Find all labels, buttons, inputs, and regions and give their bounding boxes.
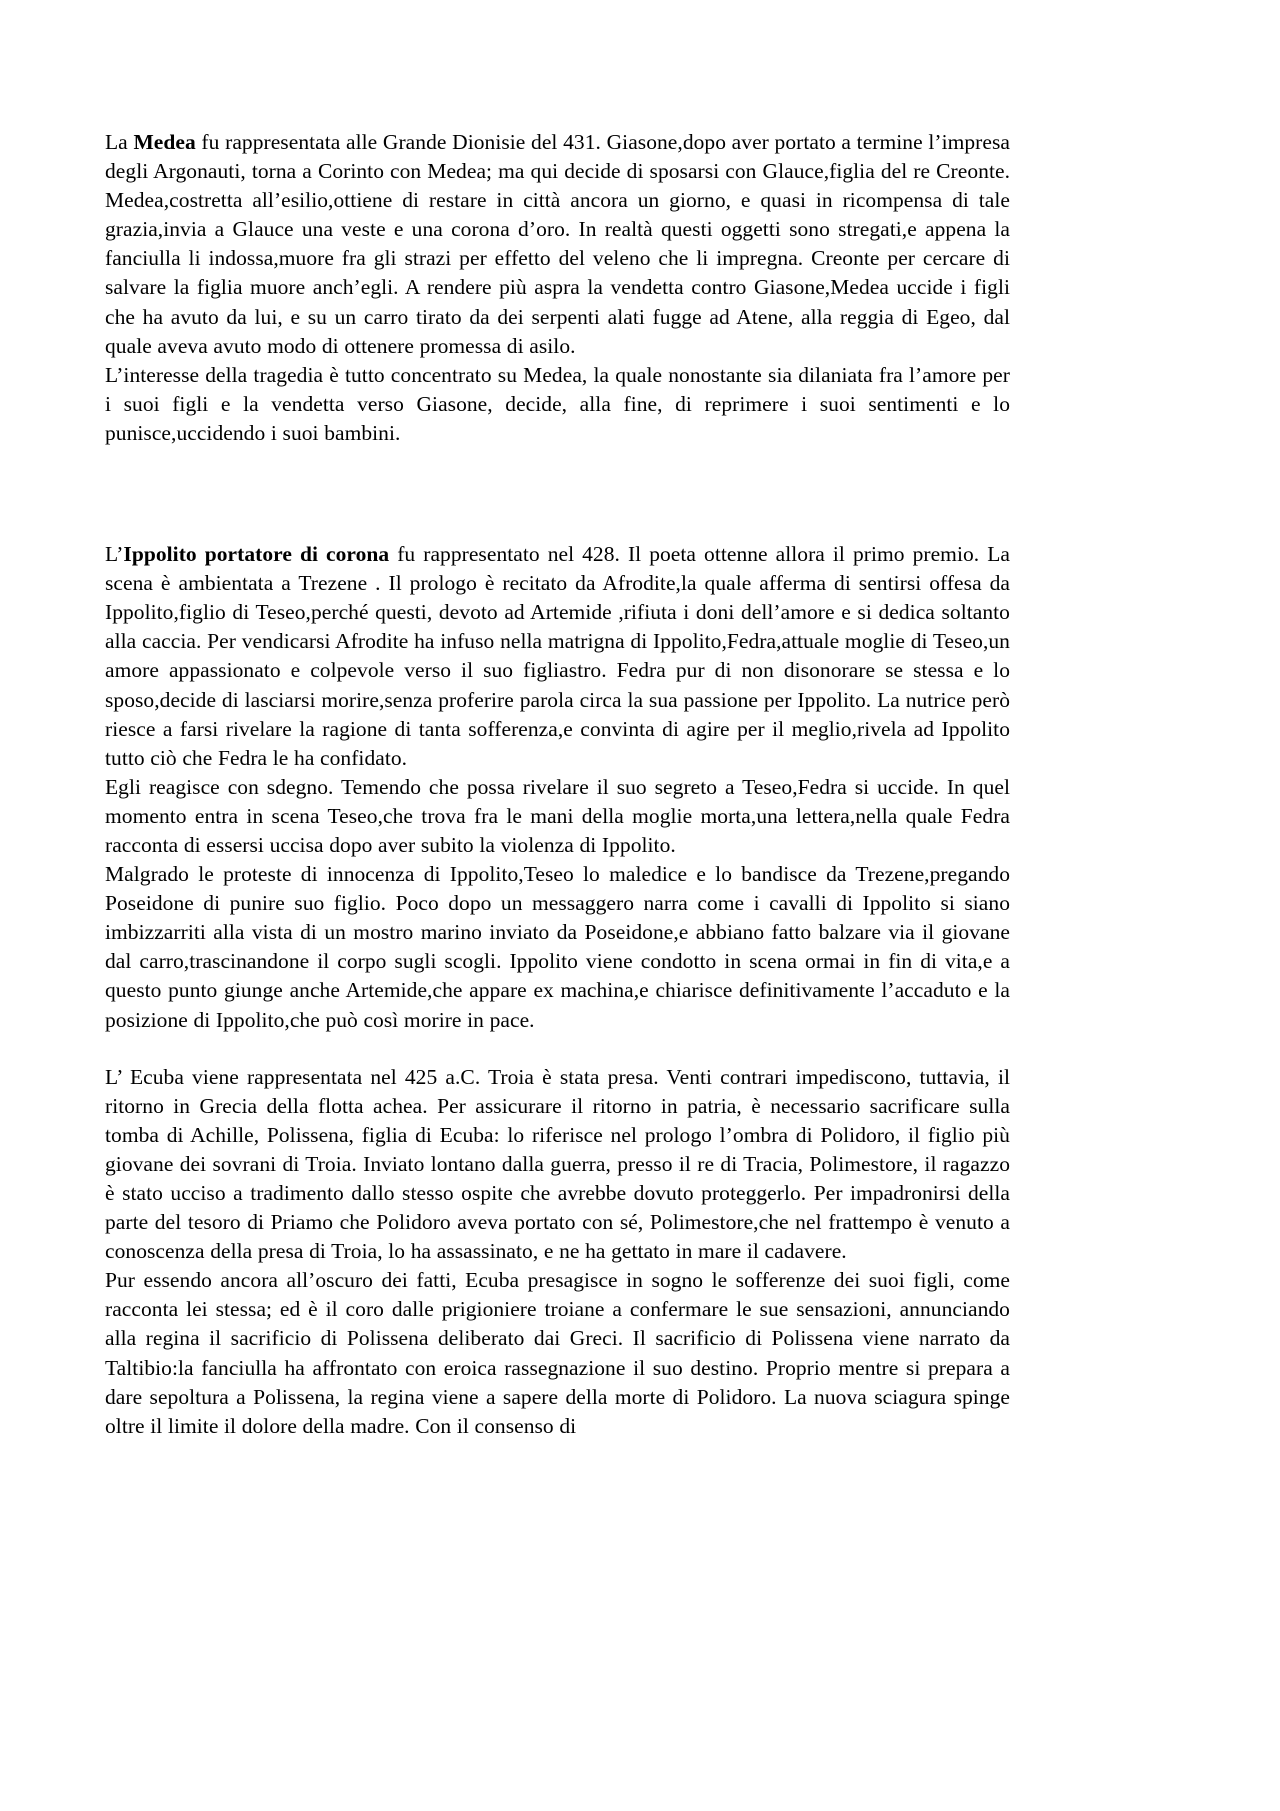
medea-title-bold: Medea	[133, 130, 196, 154]
paragraph-ecuba-sogno: Pur essendo ancora all’oscuro dei fatti, Ecuba presagisce in sogno le sofferenze dei suoi figli, come racconta lei stessa; ed è il coro dalle prigioniere troiane a confermare le sue sensazioni, annunciando alla regina il sacrificio di Polissena deliberato dai Greci. Il sacrificio di Polissena viene narrato da Taltibio:la fanciulla ha affrontato con eroica rassegnazione il suo destino. Proprio mentre si prepara a dare sepoltura a Polissena, la regina viene a sapere della morte di Polidoro. La nuova sciagura spinge oltre il limite il dolore della madre. Con il consenso di	[105, 1268, 1010, 1438]
paragraph-medea-interest: L’interesse della tragedia è tutto concentrato su Medea, la quale nonostante sia dilaniata fra l’amore per i suoi figli e la vendetta verso Giasone, decide, alla fine, di reprimere i suoi sentimenti e lo punisce,uccidendo i suoi bambini.	[105, 362, 1010, 445]
ippolito-lead-plain: L’	[105, 542, 124, 567]
text-column	[105, 128, 1010, 1441]
medea-lead-plain: La	[105, 130, 134, 154]
medea-intro-rest: fu rappresentata alle Grande Dionisie del 431. Giasone,dopo aver portato a termine l’impresa degli Argonauti, torna a Corinto con Medea; ma qui decide di sposarsi con Glauce,figlia del re Creonte. Medea,costretta all’esilio,ottiene di restare in città ancora un giorno, e quasi in ricompensa di tale grazia,invia a Glauce una veste e una corona d’oro. In realtà questi oggetti sono stregati,e appena la fanciulla li indossa,muore fra gli strazi per effetto del veleno che li impregna. Creonte per cercare di salvare la figlia muore anch’egli. A rendere più aspra la vendetta contro Giasone,Medea uccide i figli che ha avuto da lui, e su un carro tirato da dei serpenti alati fugge ad Atene, alla reggia di Egeo, dal quale aveva avuto modo di ottenere promessa di asilo.	[105, 130, 1010, 358]
ippolito-intro-rest: fu rappresentato nel 428. Il poeta ottenne allora il primo premio. La scena è ambientata a Trezene . Il prologo è recitato da Afrodite,la quale afferma di sentirsi offesa da Ippolito,figlio di Teseo,perché questi, devoto ad Artemide ,rifiuta i doni dell’amore e si dedica soltanto alla caccia. Per vendicarsi Afrodite ha infuso nella matrigna di Ippolito,Fedra,attuale moglie di Teseo,un amore appassionato e colpevole verso il suo figliastro. Fedra pur di non disonorare se stessa e lo sposo,decide di lasciarsi morire,senza proferire parola circa la sua passione per Ippolito. La nutrice però riesce a farsi rivelare la ragione di tanta sofferenza,e convinta di agire per il meglio,rivela ad Ippolito tutto ciò che Fedra le ha confidato.	[105, 542, 1010, 770]
section-spacer-medea-ippolito	[105, 448, 1010, 540]
paragraph-ippolito-intro	[105, 540, 1010, 773]
ippolito-title-bold: Ippolito portatore di corona	[123, 542, 390, 567]
paragraph-medea-intro	[105, 128, 1010, 361]
paragraph-ippolito-sdegno: Egli reagisce con sdegno. Temendo che possa rivelare il suo segreto a Teseo,Fedra si uccide. In quel momento entra in scena Teseo,che trova fra le mani della moglie morta,una lettera,nella quale Fedra racconta di essersi uccisa dopo aver subito la violenza di Ippolito.	[105, 774, 1010, 857]
paragraph-ippolito-malgrado: Malgrado le proteste di innocenza di Ippolito,Teseo lo maledice e lo bandisce da Trezene,pregando Poseidone di punire suo figlio. Poco dopo un messaggero narra come i cavalli di Ippolito si siano imbizzarriti alla vista di un mostro marino inviato da Poseidone,e abbiano fatto balzare via il giovane dal carro,trascinandone il corpo sugli scogli. Ippolito viene condotto in scena ormai in fin di vita,e a questo punto giunge anche Artemide,che appare ex machina,e chiarisce definitivamente l’accaduto e la posizione di Ippolito,che può così morire in pace.	[105, 862, 1010, 1032]
paragraph-ecuba-intro: L’ Ecuba viene rappresentata nel 425 a.C. Troia è stata presa. Venti contrari impediscono, tuttavia, il ritorno in Grecia della flotta achea. Per assicurare il ritorno in patria, è necessario sacrificare sulla tomba di Achille, Polissena, figlia di Ecuba: lo riferisce nel prologo l’ombra di Polidoro, il figlio più giovane dei sovrani di Troia. Inviato lontano dalla guerra, presso il re di Tracia, Polimestore, il ragazzo è stato ucciso a tradimento dallo stesso ospite che avrebbe dovuto proteggerlo. Per impadronirsi della parte del tesoro di Priamo che Polidoro aveva portato con sé, Polimestore,che nel frattempo è venuto a conoscenza della presa di Troia, lo ha assassinato, e ne ha gettato in mare il cadavere.	[105, 1064, 1010, 1264]
section-spacer-ippolito-ecuba	[105, 1035, 1010, 1063]
